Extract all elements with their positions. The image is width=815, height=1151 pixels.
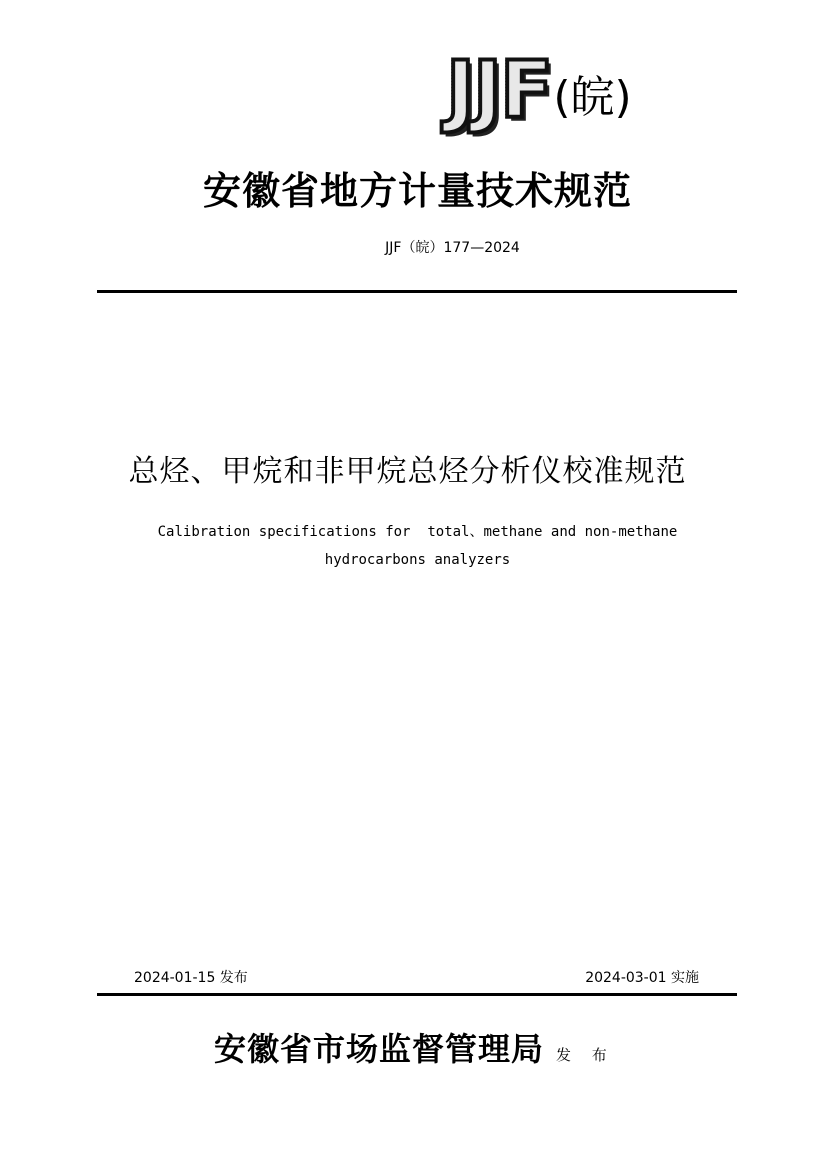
standard-category-title: 安徽省地方计量技术规范 [202, 168, 632, 213]
jjf-logo-letters: JJF [446, 46, 552, 136]
document-title-chinese: 总烃、甲烷和非甲烷总烃分析仪校准规范 [128, 454, 687, 489]
document-number: JJF（皖）177—2024 [385, 240, 520, 256]
english-title-line-1: Calibration specifications for total、methane and non-methane [157, 524, 678, 540]
top-divider [97, 290, 737, 293]
jjf-logo-region: (皖) [553, 72, 632, 123]
implementation-date: 2024-03-01 实施 [585, 970, 699, 986]
publisher [214, 1024, 615, 1070]
bottom-divider [97, 993, 737, 996]
english-title-line-2: hydrocarbons analyzers [324, 552, 511, 568]
publisher-suffix: 发 布 [556, 1046, 615, 1064]
publisher-name: 安徽省市场监督管理局 [214, 1030, 545, 1068]
jjf-logo [446, 46, 746, 136]
document-title-english [60, 518, 775, 574]
issue-date: 2024-01-15 发布 [134, 970, 248, 986]
